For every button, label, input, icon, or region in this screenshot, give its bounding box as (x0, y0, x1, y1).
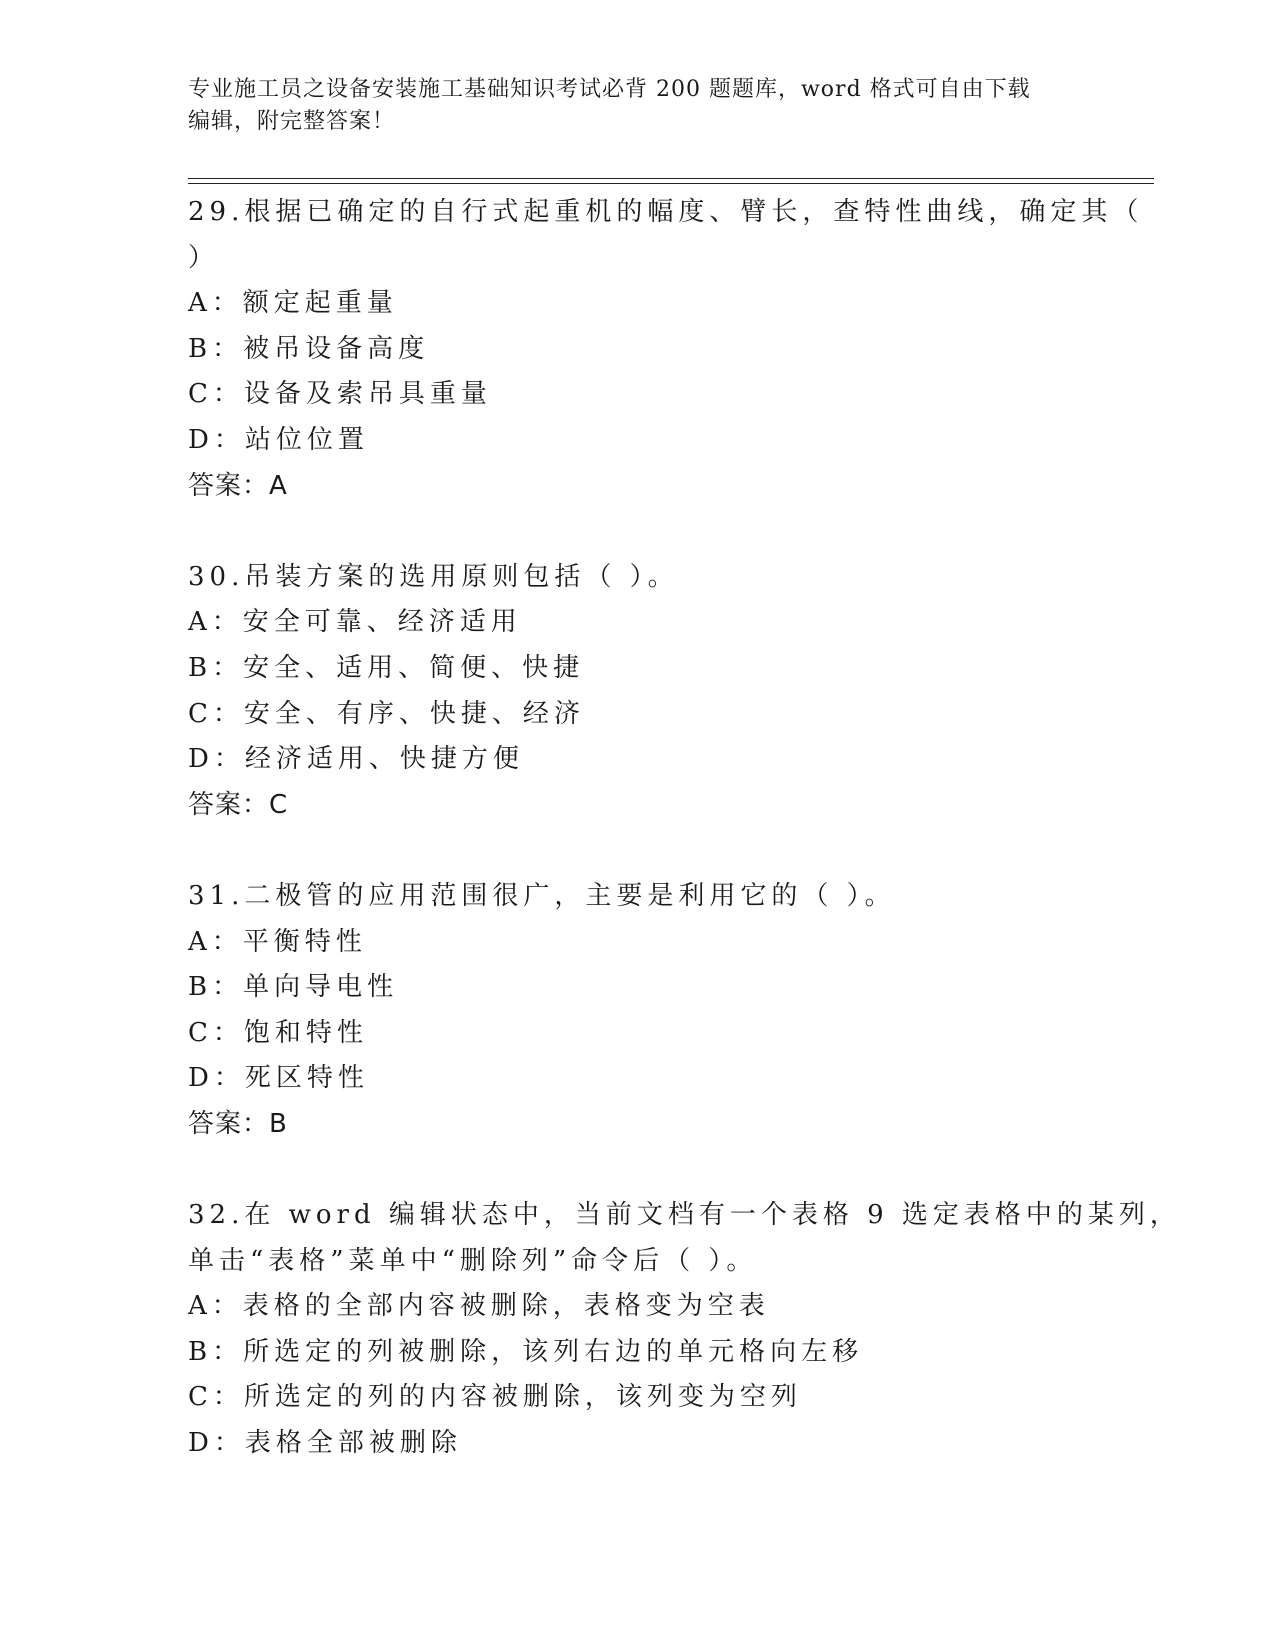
header-rule-bottom (188, 183, 1154, 184)
question-stem: ） (188, 242, 220, 273)
option-d: D：经济适用、快捷方便 (188, 744, 524, 775)
option-c: C：所选定的列的内容被删除，该列变为空列 (188, 1382, 802, 1413)
option-c: C：设备及索吊具重量 (188, 379, 492, 410)
option-a: A：平衡特性 (188, 926, 367, 957)
question-32 (188, 1193, 1181, 1467)
header-line-1: 专业施工员之设备安装施工基础知识考试必背 200 题题库，word 格式可自由下载 (188, 77, 1031, 102)
header-line-2: 编辑，附完整答案！ (188, 109, 396, 134)
header-rule-top (188, 178, 1154, 179)
question-list (188, 190, 1181, 1467)
option-a: A：安全可靠、经济适用 (188, 607, 522, 638)
question-stem: 单击“表格”菜单中“删除列”命令后（ ）。 (188, 1245, 758, 1276)
question-spacer (188, 828, 1088, 874)
document-header (188, 74, 1088, 138)
question-stem: 30.吊装方案的选用原则包括（ ）。 (188, 561, 679, 592)
option-a: A：表格的全部内容被删除，表格变为空表 (188, 1291, 770, 1322)
question-stem: 31.二极管的应用范围很广，主要是利用它的（ ）。 (188, 880, 896, 911)
question-stem: 29.根据已确定的自行式起重机的幅度、臂长，查特性曲线，确定其（ (188, 197, 1144, 227)
answer-text: 答案：A (188, 470, 288, 501)
option-c: C：安全、有序、快捷、经济 (188, 698, 585, 729)
option-c: C：饱和特性 (188, 1017, 368, 1048)
option-d: D：死区特性 (188, 1063, 369, 1094)
question-29 (188, 190, 1144, 509)
question-spacer (188, 509, 1088, 555)
option-d: D：站位位置 (188, 424, 369, 455)
answer-text: 答案：B (188, 1108, 288, 1139)
option-b: B：安全、适用、简便、快捷 (188, 652, 585, 683)
option-a: A：额定起重量 (188, 288, 398, 319)
option-b: B：被吊设备高度 (188, 333, 430, 364)
question-spacer (188, 1147, 1088, 1193)
option-d: D：表格全部被删除 (188, 1428, 462, 1459)
question-stem: 32.在 word 编辑状态中，当前文档有一个表格 9 选定表格中的某列， (188, 1200, 1181, 1231)
question-30 (188, 555, 1088, 829)
option-b: B：单向导电性 (188, 972, 399, 1003)
option-b: B：所选定的列被删除，该列右边的单元格向左移 (188, 1336, 864, 1367)
question-31 (188, 874, 1088, 1148)
answer-text: 答案：C (188, 789, 289, 820)
